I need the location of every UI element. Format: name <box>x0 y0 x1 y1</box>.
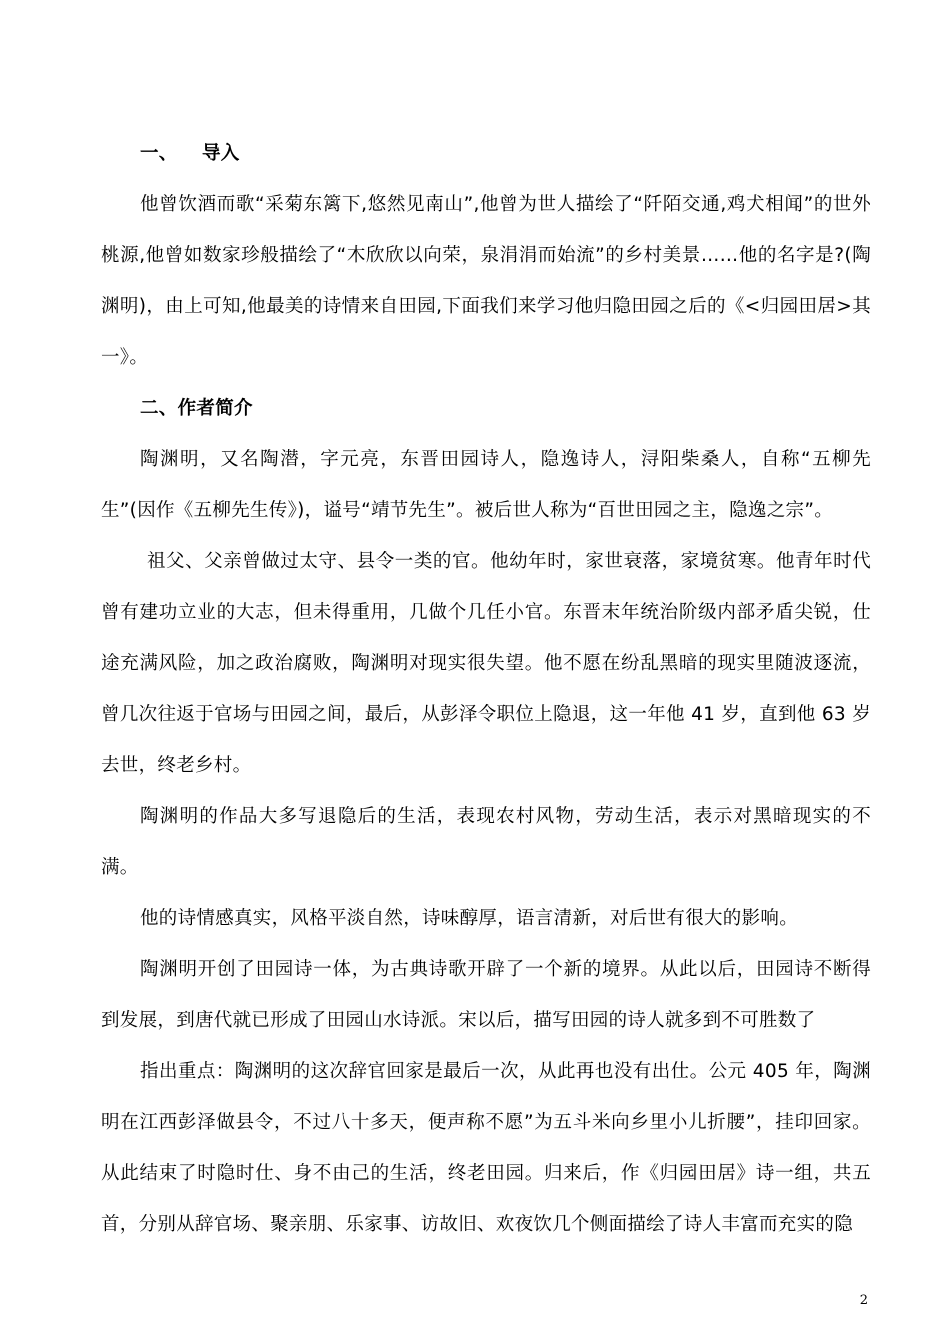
paragraph-intro: 他曾饮酒而歌“采菊东篱下,悠然见南山”,他曾为世人描绘了“阡陌交通,鸡犬相闻”的世外桃源,他曾如数家珍般描绘了“木欣欣以向荣，泉涓涓而始流”的乡村美景……他的名字是?(陶渊明)，由上可知,他最美的诗情来自田园,下面我们来学习他归隐田园之后的《<归园田居>其一》。 <box>101 194 871 368</box>
paragraph-author-names: 陶渊明，又名陶潜，字元亮，东晋田园诗人，隐逸诗人，浔阳柴桑人，自称“五柳先生”(因作《五柳先生传》)，谥号“靖节先生”。被后世人称为“百世田园之主，隐逸之宗”。 <box>101 449 871 521</box>
paragraph-key-point: 指出重点：陶渊明的这次辞官回家是最后一次，从此再也没有出仕。公元 405 年，陶渊明在江西彭泽做县令，不过八十多天，便声称不愿”为五斗米向乡里小儿折腰”，挂印回家。从此结束了时隐时仕、身不由己的生活，终老田园。归来后，作《归园田居》诗一组，共五首，分别从辞官场、聚亲朋、乐家事、访故旧、欢夜饮几个侧面描绘了诗人丰富而充实的隐 <box>101 1061 871 1235</box>
paragraph-influence: 陶渊明开创了田园诗一体，为古典诗歌开辟了一个新的境界。从此以后，田园诗不断得到发展，到唐代就已形成了田园山水诗派。宋以后，描写田园的诗人就多到不可胜数了 <box>101 959 871 1031</box>
section-number: 一、 <box>140 143 178 164</box>
paragraph-works: 陶渊明的作品大多写退隐后的生活，表现农村风物，劳动生活，表示对黑暗现实的不满。 <box>101 806 871 878</box>
page-body <box>101 128 871 1250</box>
paragraph-style: 他的诗情感真实，风格平淡自然，诗味醇厚，语言清新，对后世有很大的影响。 <box>140 908 799 929</box>
section-heading-intro <box>101 128 871 179</box>
page-number: 2 <box>859 1293 868 1308</box>
section-heading-author: 二、作者简介 <box>140 398 253 419</box>
paragraph-author-life: 祖父、父亲曾做过太守、县令一类的官。他幼年时，家世衰落，家境贫寒。他青年时代曾有建功立业的大志，但未得重用，几做个几任小官。东晋末年统治阶级内部矛盾尖锐，仕途充满风险，加之政治腐败，陶渊明对现实很失望。他不愿在纷乱黑暗的现实里随波逐流，曾几次往返于官场与田园之间，最后，从彭泽令职位上隐退，这一年他 41 岁，直到他 63 岁去世，终老乡村。 <box>101 551 871 776</box>
section-title: 导入 <box>202 143 240 164</box>
